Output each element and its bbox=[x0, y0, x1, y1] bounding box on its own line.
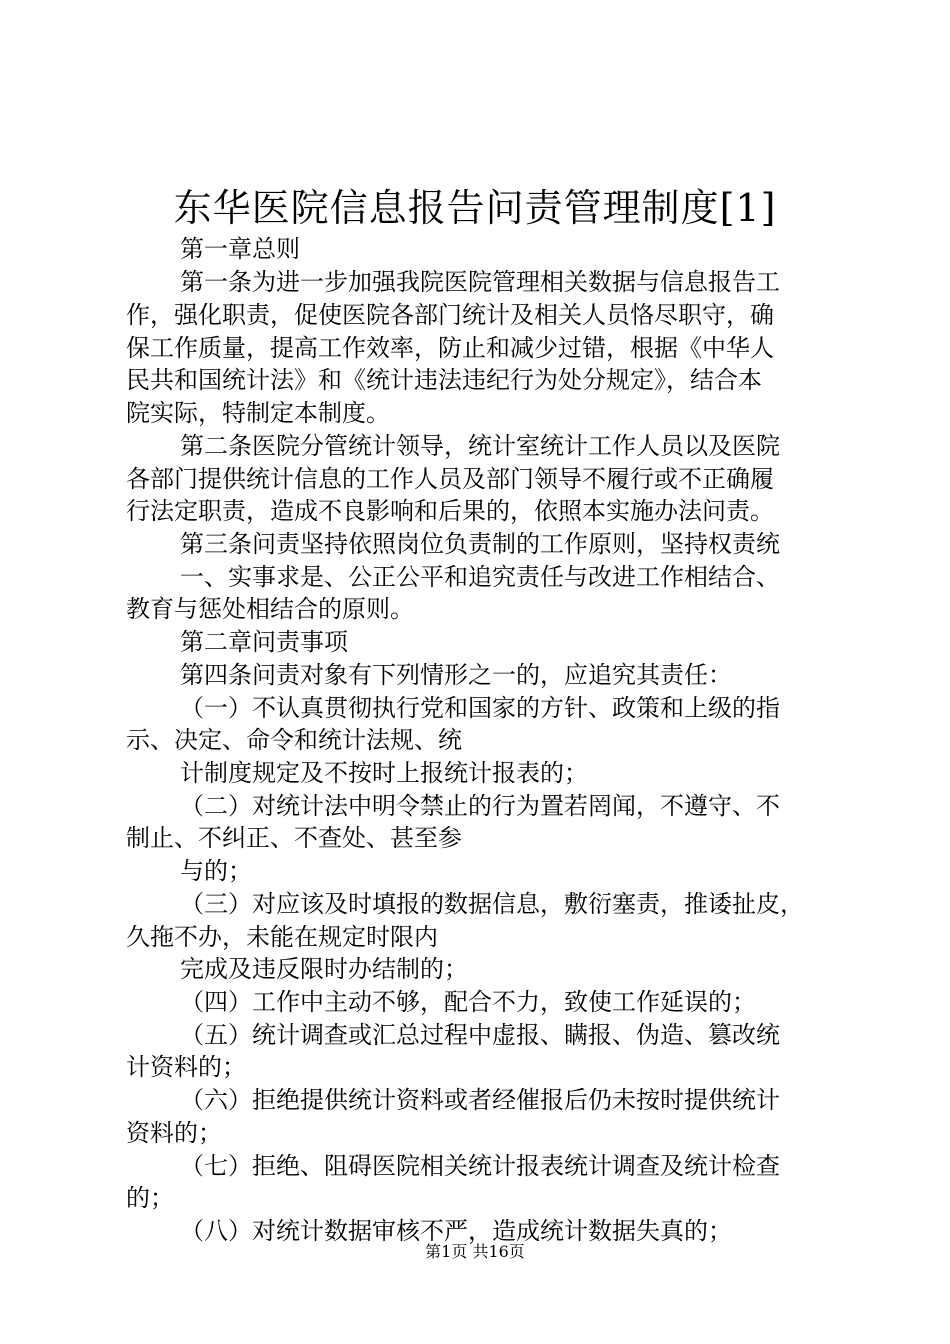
text-line: （六）拒绝提供统计资料或者经催报后仍未按时提供统计 bbox=[180, 1086, 780, 1114]
text-line: （五）统计调查或汇总过程中虚报、瞒报、伪造、篡改统 bbox=[180, 1021, 780, 1049]
text-line: 与的； bbox=[180, 857, 252, 885]
text-line: 第二条医院分管统计领导，统计室统计工作人员以及医院 bbox=[180, 432, 780, 460]
text-line: 的； bbox=[126, 1184, 174, 1212]
text-line: （四）工作中主动不够，配合不力，致使工作延误的； bbox=[180, 988, 756, 1016]
text-line: 计资料的； bbox=[126, 1053, 246, 1081]
text-line: 院实际，特制定本制度。 bbox=[126, 399, 390, 427]
text-line: 保工作质量，提高工作效率，防止和减少过错，根据《中华人 bbox=[126, 334, 774, 362]
page-footer: 第1页 共16页 bbox=[425, 1242, 525, 1261]
text-line: 各部门提供统计信息的工作人员及部门领导不履行或不正确履 bbox=[126, 465, 774, 493]
text-line: （一）不认真贯彻执行党和国家的方针、政策和上级的指 bbox=[180, 694, 780, 722]
text-line: （三）对应该及时填报的数据信息，敷衍塞责，推诿扯皮， bbox=[180, 890, 804, 918]
text-line: 一、实事求是、公正公平和追究责任与改进工作相结合、 bbox=[180, 563, 780, 591]
text-line: 久拖不办，未能在规定时限内 bbox=[126, 923, 438, 951]
text-line: 第三条问责坚持依照岗位负责制的工作原则，坚持权责统 bbox=[180, 530, 780, 558]
text-line: 制止、不纠正、不查处、甚至参 bbox=[126, 824, 462, 852]
text-line: 作，强化职责，促使医院各部门统计及相关人员恪尽职守，确 bbox=[126, 301, 774, 329]
text-line: 计制度规定及不按时上报统计报表的； bbox=[180, 759, 588, 787]
text-line: 教育与惩处相结合的原则。 bbox=[126, 595, 414, 623]
text-line: 资料的； bbox=[126, 1119, 222, 1147]
text-line: 第一章总则 bbox=[180, 235, 300, 263]
text-line: 民共和国统计法》和《统计违法违纪行为处分规定》，结合本 bbox=[126, 366, 762, 394]
text-line: （七）拒绝、阻碍医院相关统计报表统计调查及统计检查 bbox=[180, 1152, 780, 1180]
text-line: 第二章问责事项 bbox=[180, 628, 348, 656]
text-line: 完成及违反限时办结制的； bbox=[180, 955, 468, 983]
text-line: （二）对统计法中明令禁止的行为置若罔闻，不遵守、不 bbox=[180, 792, 780, 820]
text-line: 第一条为进一步加强我院医院管理相关数据与信息报告工 bbox=[180, 268, 780, 296]
text-line: （八）对统计数据审核不严，造成统计数据失真的； bbox=[180, 1217, 732, 1245]
text-line: 行法定职责，造成不良影响和后果的，依照本实施办法问责。 bbox=[126, 497, 774, 525]
text-line: 第四条问责对象有下列情形之一的，应追究其责任： bbox=[180, 661, 732, 689]
text-line: 示、决定、命令和统计法规、统 bbox=[126, 726, 462, 754]
document-title: 东华医院信息报告问责管理制度[1] bbox=[173, 186, 777, 230]
